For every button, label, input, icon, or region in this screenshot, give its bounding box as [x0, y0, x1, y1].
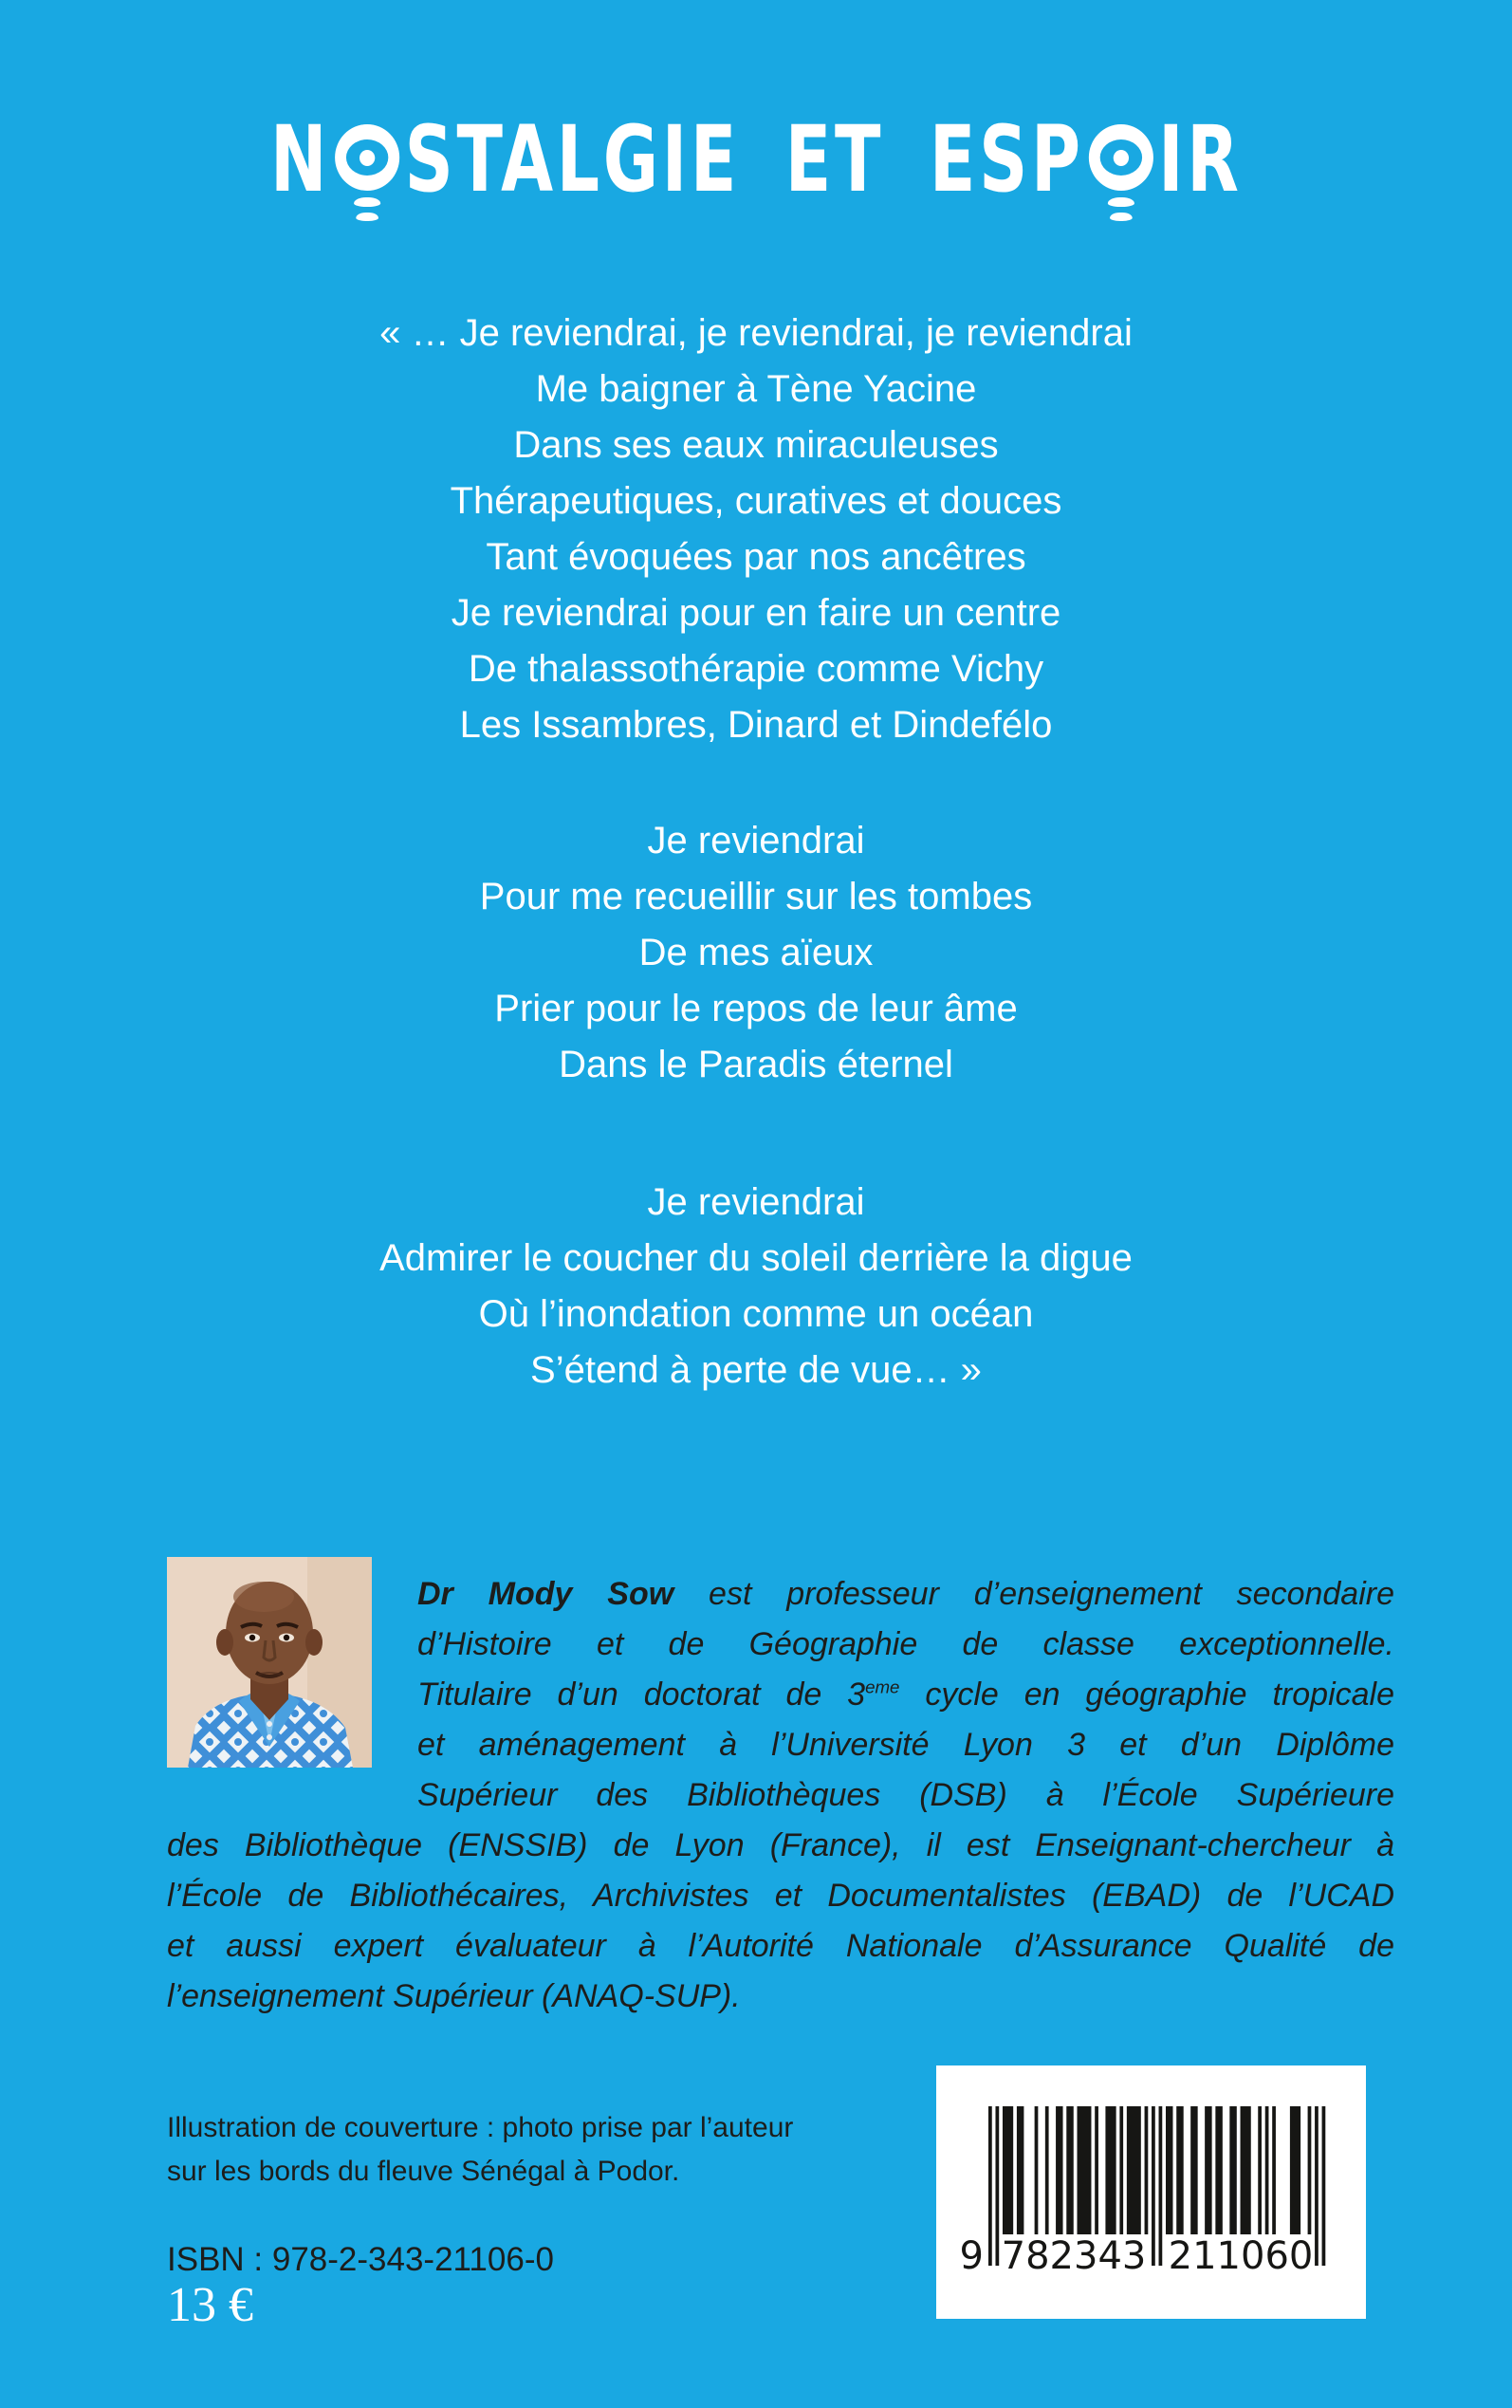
decorative-o-icon [1089, 124, 1153, 191]
credit-line: sur les bords du fleuve Sénégal à Podor. [167, 2156, 680, 2187]
title-segment: STALGIE ET ESP [404, 106, 1084, 213]
superscript: eme [865, 1676, 900, 1697]
author-bio-line: l’enseignement Supérieur (ANAQ-SUP). [167, 1978, 741, 2014]
poem-line: Tant évoquées par nos ancêtres [486, 536, 1026, 578]
poem-line: Où l’inondation comme un océan [478, 1293, 1034, 1335]
author-bio-line: d’Histoire et de Géographie de classe exceptionnelle. [417, 1626, 1394, 1662]
author-bio-line [417, 1670, 1394, 1720]
cover-illustration-credit [167, 2106, 793, 2194]
decorative-o-icon [335, 124, 399, 191]
title-segment: IR [1157, 106, 1243, 213]
book-title-text [269, 106, 1243, 213]
author-bio-line: l’École de Bibliothécaires, Archivistes et Documentalistes (EBAD) de l’UCAD [167, 1878, 1394, 1914]
barcode-digits-group1: 782343 [1001, 2234, 1147, 2278]
o-wave-mark [1108, 197, 1134, 207]
barcode-digits-group2: 211060 [1168, 2234, 1314, 2278]
book-title [0, 106, 1512, 234]
price: 13 € [167, 2278, 253, 2332]
author-bio-line: Supérieur des Bibliothèques (DSB) à l’École Supérieure [417, 1777, 1394, 1813]
barcode-bars [936, 2065, 1366, 2319]
poem-line: S’étend à perte de vue… » [530, 1349, 982, 1391]
author-bio-line [417, 1569, 1394, 1620]
poem-stanza-1 [0, 306, 1512, 753]
barcode [936, 2065, 1366, 2319]
credit-line: Illustration de couverture : photo prise par l’auteur [167, 2112, 794, 2143]
poem-line: Je reviendrai pour en faire un centre [451, 592, 1061, 634]
title-segment: N [269, 106, 330, 213]
bio-text: cycle en géographie tropicale [899, 1676, 1394, 1713]
isbn: ISBN : 978-2-343-21106-0 [167, 2241, 554, 2278]
poem-line: « … Je reviendrai, je reviendrai, je reviendrai [379, 312, 1133, 354]
poem-line: Thérapeutiques, curatives et douces [450, 480, 1062, 522]
poem-line: Admirer le coucher du soleil derrière la digue [379, 1237, 1133, 1279]
author-bio-line: et aménagement à l’Université Lyon 3 et d’un Diplôme [417, 1727, 1394, 1763]
poem-stanza-2 [0, 813, 1512, 1093]
back-cover-poem [0, 306, 1512, 1398]
author-bio-line: et aussi expert évaluateur à l’Autorité Nationale d’Assurance Qualité de [167, 1928, 1394, 1964]
poem-line: De mes aïeux [638, 932, 874, 973]
o-wave-mark [356, 213, 378, 221]
poem-line: Les Issambres, Dinard et Dindefélo [459, 704, 1053, 746]
author-name: Dr Mody Sow [417, 1576, 674, 1612]
o-wave-mark [1110, 213, 1133, 221]
poem-line: Dans ses eaux miraculeuses [513, 424, 999, 466]
poem-line: Je reviendrai [647, 1181, 865, 1223]
bio-text: est professeur d’enseignement secondaire [673, 1576, 1394, 1612]
poem-line: Je reviendrai [647, 820, 865, 861]
barcode-digit-left: 9 [959, 2234, 984, 2278]
poem-stanza-3 [0, 1175, 1512, 1398]
author-bio [167, 1569, 1394, 2022]
o-dot [1113, 150, 1128, 166]
bio-text: Titulaire d’un doctorat de 3 [417, 1676, 866, 1713]
o-wave-mark [354, 197, 380, 207]
o-dot [360, 150, 375, 166]
poem-line: Me baigner à Tène Yacine [535, 368, 977, 410]
poem-line: Pour me recueillir sur les tombes [479, 876, 1033, 917]
poem-line: Prier pour le repos de leur âme [494, 988, 1018, 1029]
poem-line: Dans le Paradis éternel [559, 1044, 953, 1085]
poem-line: De thalassothérapie comme Vichy [468, 648, 1044, 690]
author-bio-line: des Bibliothèque (ENSSIB) de Lyon (France), il est Enseignant-chercheur à [167, 1827, 1394, 1863]
